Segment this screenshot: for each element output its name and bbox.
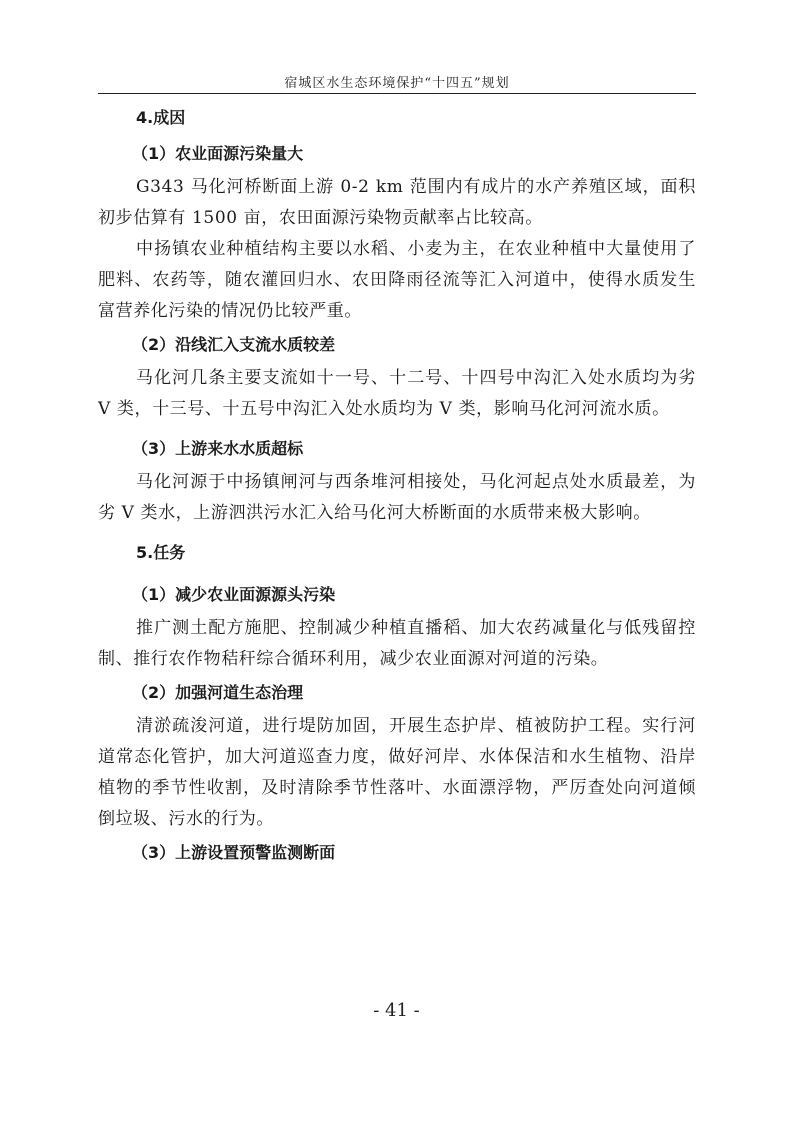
subsection-heading: （1）农业面源污染量大 xyxy=(132,144,304,163)
paragraph: 马化河源于中扬镇闸河与西条堆河相接处，马化河起点处水质最差，为劣 V 类水，上游泗洪污水汇入给马化河大桥断面的水质带来极大影响。 xyxy=(98,472,696,523)
subsection-heading: （2）加强河道生态治理 xyxy=(132,683,304,702)
subsection-heading: （2）沿线汇入支流水质较差 xyxy=(132,335,336,354)
paragraph: 马化河几条主要支流如十一号、十二号、十四号中沟汇入处水质均为劣 V 类，十三号、十五号中沟汇入处水质均为 V 类，影响马化河河流水质。 xyxy=(98,368,696,419)
page-number: - 41 - xyxy=(373,1000,420,1021)
document-body xyxy=(98,100,696,871)
subsection-heading: （1）减少农业面源源头污染 xyxy=(132,585,336,604)
paragraph: G343 马化河桥断面上游 0-2 km 范围内有成片的水产养殖区域，面积初步估算有 1500 亩，农田面源污染物贡献率占比较高。 xyxy=(98,177,696,228)
section-heading-causes: 4.成因 xyxy=(136,108,186,127)
running-header: 宿城区水生态环境保护“十四五”规划 xyxy=(284,76,510,91)
paragraph: 中扬镇农业种植结构主要以水稻、小麦为主，在农业种植中大量使用了肥料、农药等，随农灌回归水、农田降雨径流等汇入河道中，使得水质发生富营养化污染的情况仍比较严重。 xyxy=(98,239,696,321)
header-divider xyxy=(98,93,696,94)
paragraph: 清淤疏浚河道，进行堤防加固，开展生态护岸、植被防护工程。实行河道常态化管护，加大河道巡查力度，做好河岸、水体保洁和水生植物、沿岸植物的季节性收割，及时清除季节性落叶、水面漂浮物，严厉查处向河道倾倒垃圾、污水的行为。 xyxy=(98,716,696,829)
subsection-heading: （3）上游设置预警监测断面 xyxy=(132,843,336,862)
subsection-heading: （3）上游来水水质超标 xyxy=(132,439,304,458)
section-heading-tasks: 5.任务 xyxy=(136,543,186,562)
paragraph: 推广测土配方施肥、控制减少种植直播稻、加大农药减量化与低残留控制、推行农作物秸秆综合循环利用，减少农业面源对河道的污染。 xyxy=(98,618,696,669)
